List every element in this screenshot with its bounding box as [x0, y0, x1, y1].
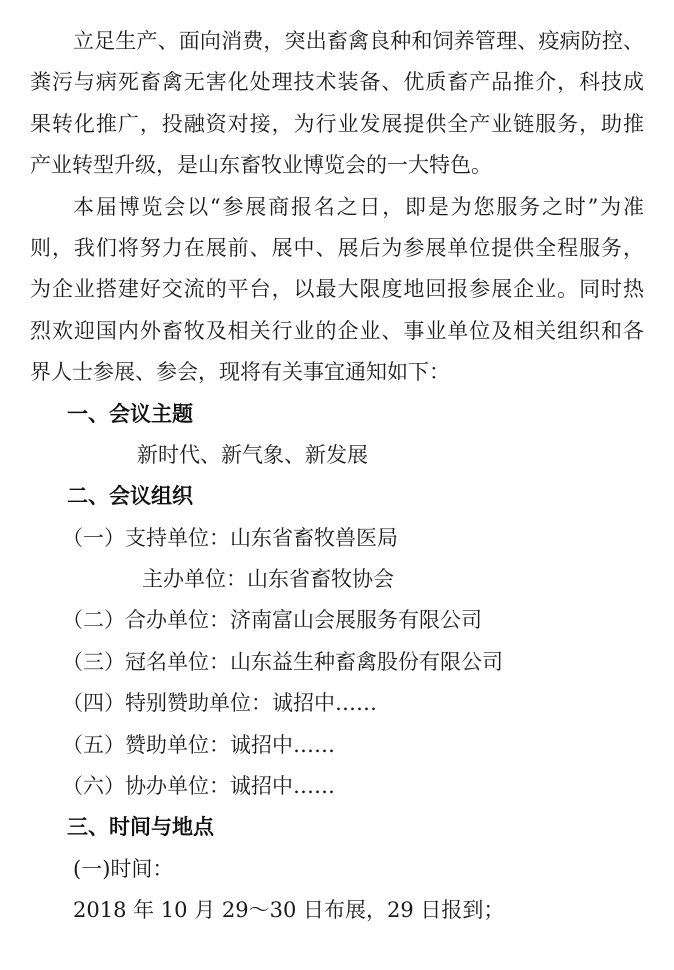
subsection-time-label: (一)时间：: [73, 856, 174, 881]
list-item-title-sponsor: （三）冠名单位：山东益生种畜禽股份有限公司: [62, 649, 503, 674]
paragraph-line: 立足生产、面向消费，突出畜禽良种和饲养管理、疫病防控、: [73, 29, 644, 53]
list-item-host-unit: 主办单位：山东省畜牧协会: [142, 567, 394, 592]
section-heading-meeting-theme: 一、会议主题: [67, 401, 193, 426]
section-heading-meeting-organization: 二、会议组织: [67, 484, 193, 509]
meeting-theme-text: 新时代、新气象、新发展: [137, 442, 368, 467]
list-item-assisting-unit: （六）协办单位：诚招中……: [62, 774, 335, 799]
paragraph-line: 为企业搭建好交流的平台，以最大限度地回报参展企业。同时热: [30, 277, 644, 302]
list-item-sponsor: （五）赞助单位：诚招中……: [62, 732, 335, 757]
paragraph-line: 果转化推广，投融资对接，为行业发展提供全产业链服务，助推: [30, 111, 644, 136]
paragraph-line: 烈欢迎国内外畜牧及相关行业的企业、事业单位及相关组织和各: [30, 318, 644, 343]
paragraph-line: 界人士参展、参会，现将有关事宜通知如下：: [30, 360, 450, 385]
section-heading-time-and-place: 三、时间与地点: [67, 815, 214, 840]
paragraph-line: 粪污与病死畜禽无害化处理技术装备、优质畜产品推介，科技成: [30, 70, 644, 95]
list-item-co-organizer: （二）合办单位：济南富山会展服务有限公司: [62, 608, 482, 633]
paragraph-line: 本届博览会以“参展商报名之日，即是为您服务之时”为准: [73, 194, 644, 219]
list-item-special-sponsor: （四）特别赞助单位：诚招中……: [62, 691, 377, 716]
time-detail-text: 2018 年 10 月 29～30 日布展，29 日报到；: [73, 898, 505, 923]
paragraph-line: 则，我们将努力在展前、展中、展后为参展单位提供全程服务，: [30, 235, 644, 260]
list-item-supporting-unit: （一）支持单位：山东省畜牧兽医局: [62, 525, 398, 550]
paragraph-line: 产业转型升级，是山东畜牧业博览会的一大特色。: [30, 153, 492, 178]
